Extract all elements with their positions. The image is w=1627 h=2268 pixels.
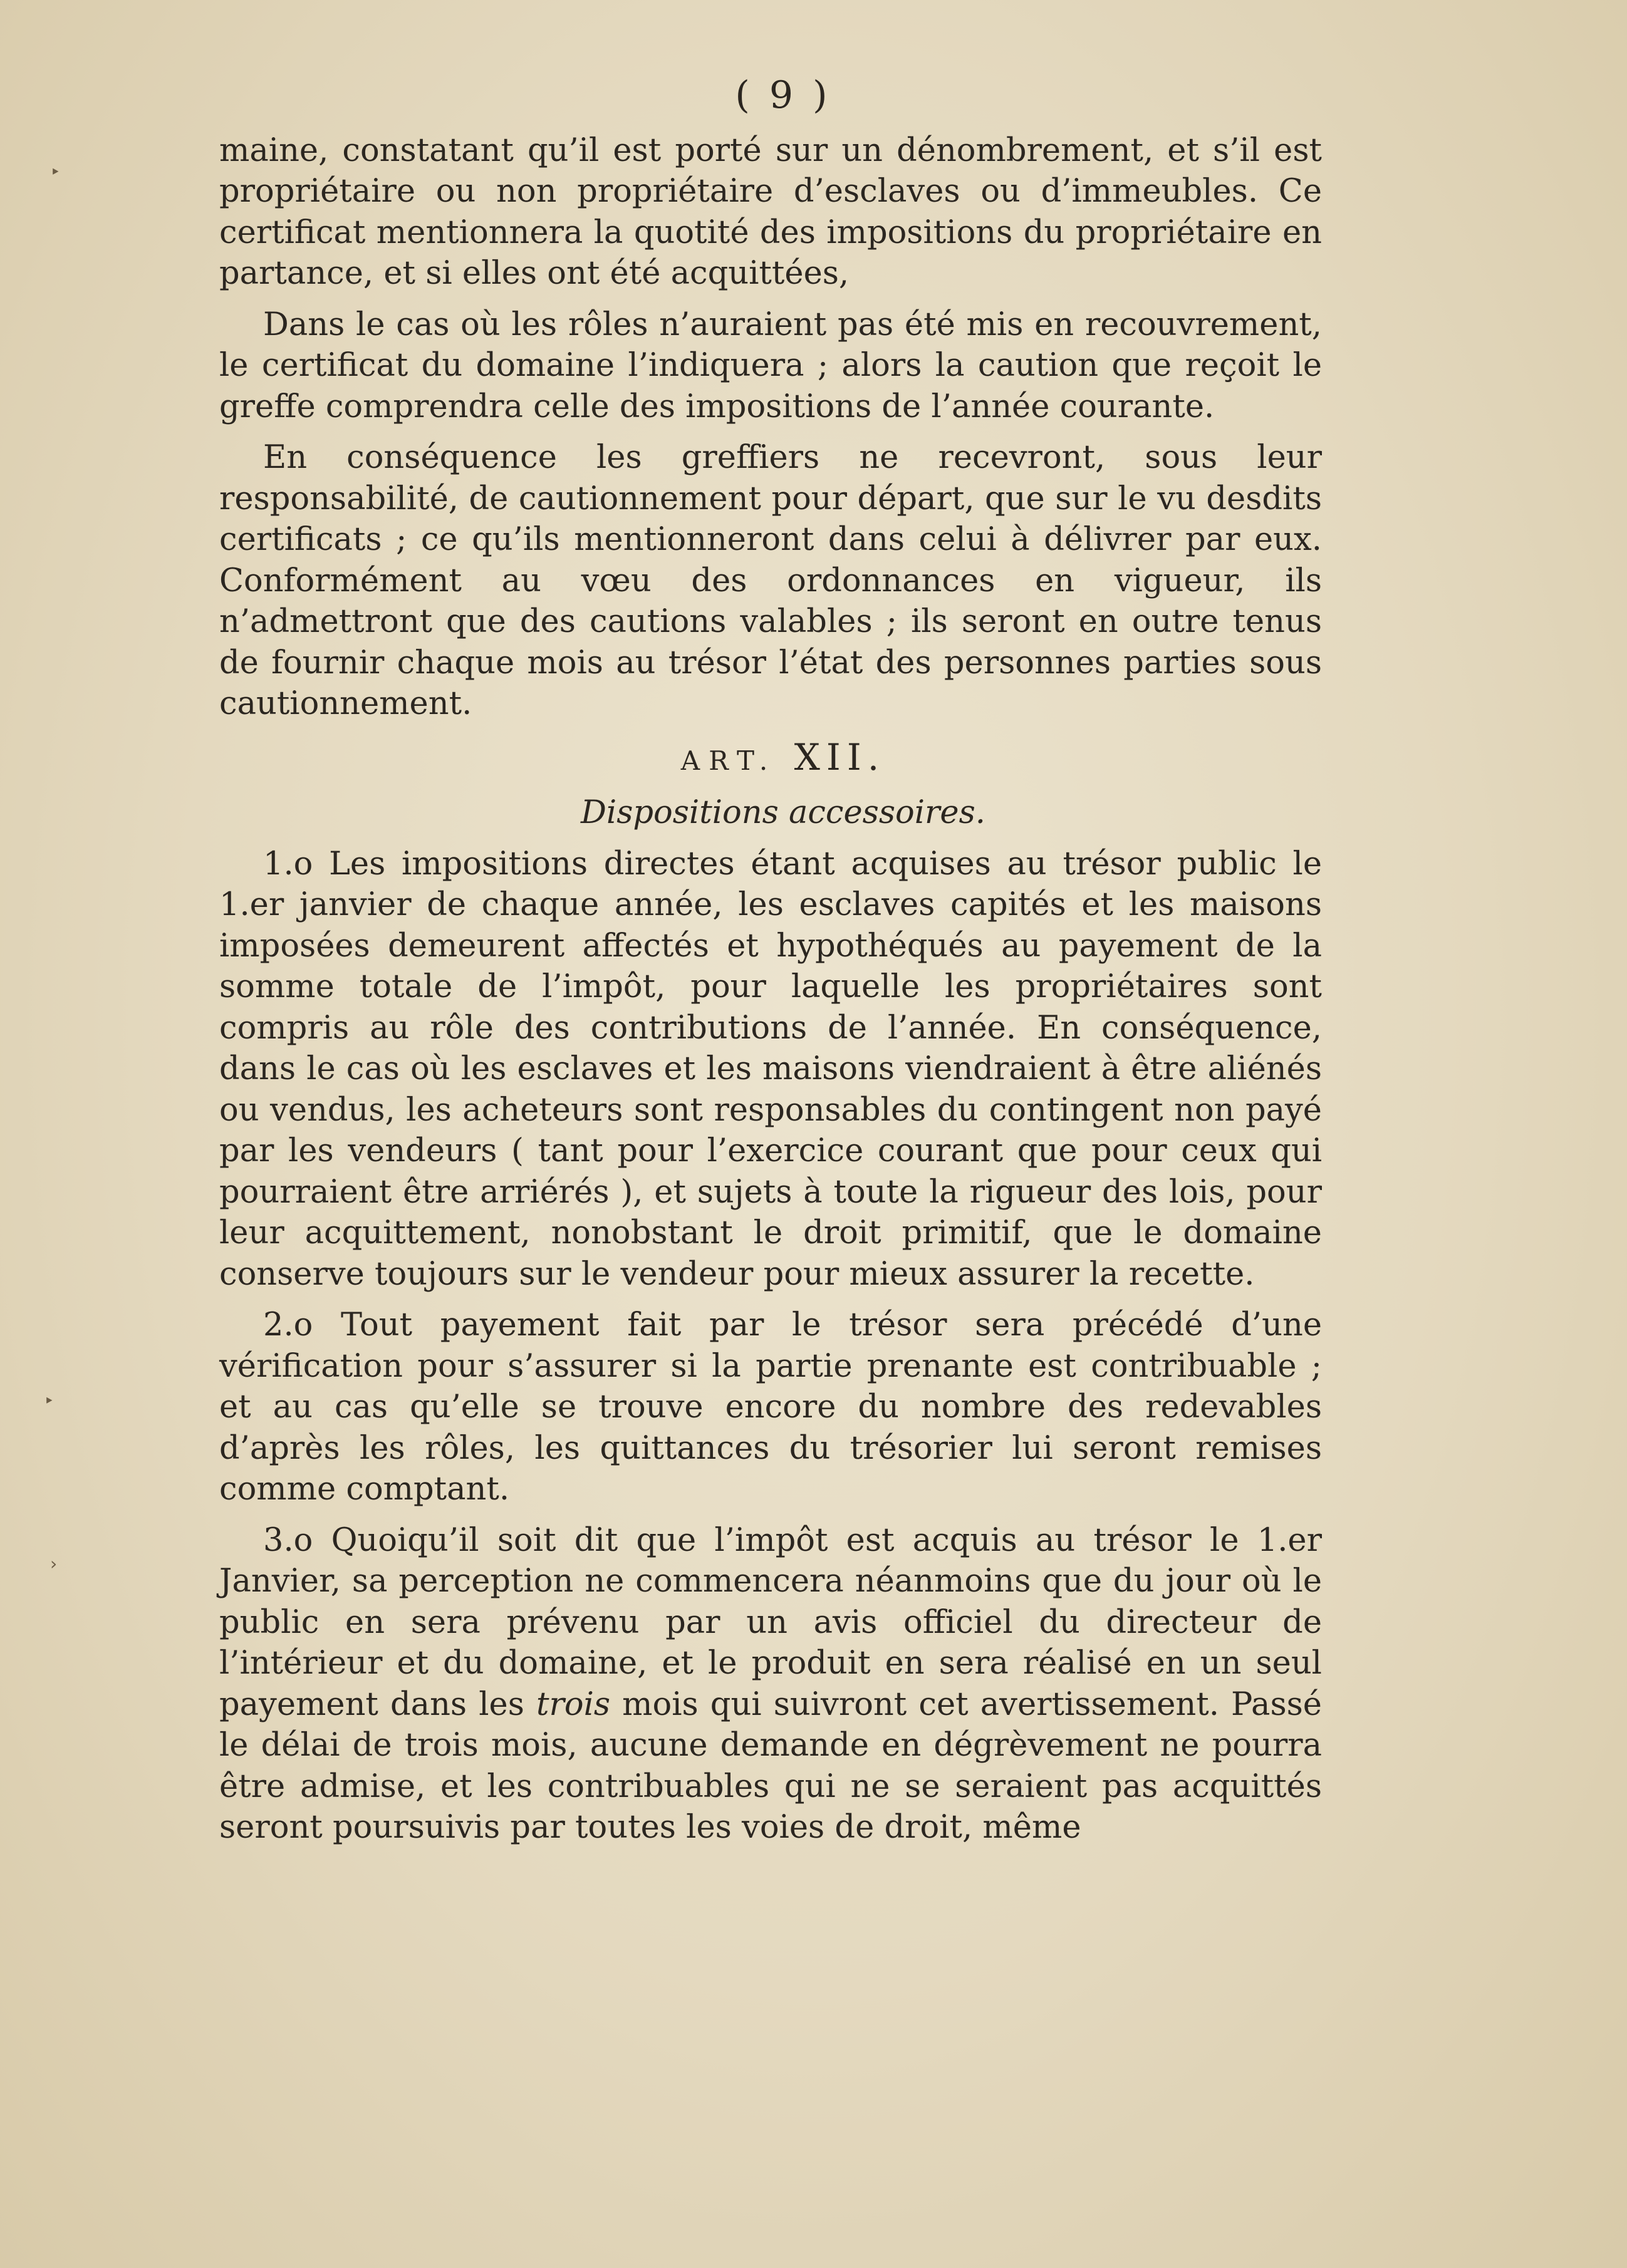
section-subheading: Dispositions accessoires. [581, 794, 985, 831]
paragraph: Dans le cas où les rôles n’auraient pas été mis en recouvrement, le certificat du domaine l’indiquera ; alors la caution que reçoit le greffe comprendra celle des impositions de l’année courante. [219, 306, 1322, 425]
margin-mark: › [50, 1553, 58, 1574]
text-column [219, 75, 1322, 1858]
item-3-part-b: mois qui suivront cet avertissement. Passé le délai de trois mois, aucune demande en dégrèvement ne pourra être admise, et les contribuables qui ne se seraient pas acquittés seront poursuivis par toutes les voies de droit, même [219, 1685, 1322, 1846]
margin-mark: ‣ [44, 1390, 55, 1411]
article-number: XII. [794, 735, 886, 779]
paragraph-item-2: 2.o Tout payement fait par le trésor sera précédé d’une vérification pour s’assurer si la partie prenante est contribuable ; et au cas qu’elle se trouve encore du nombre des redevables d’après les rôles, les quittances du trésorier lui seront remises comme comptant. [219, 1307, 1322, 1508]
paragraph-item-3 [219, 1520, 1322, 1848]
margin-mark: ‣ [50, 162, 61, 182]
item-3-part-a: 3.o Quoiqu’il soit dit que l’impôt est acquis au trésor le 1.er Janvier, sa perception ne commencera néanmoins que du jour où le public en sera prévenu par un avis officiel du directeur de l’intérieur et du domaine, et le produit en sera réalisé en un seul payement dans les [219, 1521, 1322, 1723]
article-label: ART. [680, 745, 777, 776]
italic-word: trois [536, 1685, 611, 1723]
paragraph: En conséquence les greffiers ne recevront, sous leur responsabilité, de cautionnement pour départ, que sur le vu desdits certificats ; ce qu’ils mentionneront dans celui à délivrer par eux. Conformément au vœu des ordonnances en vigueur, ils n’admettront que des cautions valables ; ils seront en outre tenus de fournir chaque mois au trésor l’état des personnes parties sous cautionnement. [219, 439, 1322, 722]
paragraph-item-1: 1.o Les impositions directes étant acquises au trésor public le 1.er janvier de chaque année, les esclaves capités et les maisons imposées demeurent affectés et hypothéqués au payement de la somme totale de l’impôt, pour laquelle les propriétaires sont compris au rôle des contributions de l’année. En conséquence, dans le cas où les esclaves et les maisons viendraient à être aliénés ou vendus, les acheteurs sont responsables du contingent non payé par les vendeurs ( tant pour l’exercice courant que pour ceux qui pourraient être arriérés ), et sujets à toute la rigueur des lois, pour leur acquittement, nonobstant le droit primitif, que le domaine conserve toujours sur le vendeur pour mieux assurer la recette. [219, 845, 1322, 1293]
paragraph: maine, constatant qu’il est porté sur un dénombrement, et s’il est propriétaire ou non propriétaire d’esclaves ou d’immeubles. Ce certificat mentionnera la quotité des impositions du propriétaire en partance, et si elles ont été acquittées, [219, 132, 1322, 292]
page-number: ( 9 ) [735, 73, 831, 117]
article-heading [219, 737, 1322, 782]
